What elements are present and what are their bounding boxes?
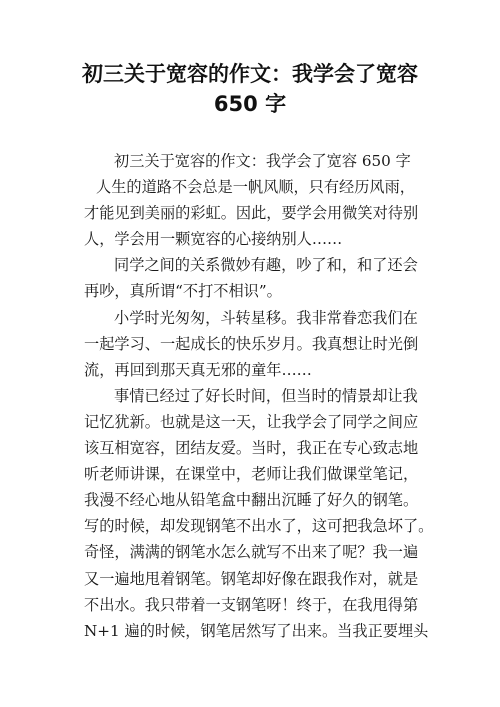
body-line: 我漫不经心地从铅笔盒中翻出沉睡了好久的钢笔。 [84, 491, 419, 510]
document-title-line-1: 初三关于宽容的作文：我学会了宽容 [82, 62, 418, 86]
body-line: 写的时候，却发现钢笔不出水了，这可把我急坏了。 [84, 517, 434, 536]
body-line: 才能见到美丽的彩虹。因此，要学会用微笑对待别 [84, 204, 419, 223]
body-line: 再吵，真所谓“不打不相识”。 [84, 282, 282, 301]
body-line: 初三关于宽容的作文：我学会了宽容 650 字 [114, 152, 411, 170]
body-line: 奇怪，满满的钢笔水怎么就写不出来了呢？我一遍 [84, 543, 419, 562]
document-body [84, 148, 444, 644]
body-line: 同学之间的关系微妙有趣，吵了和，和了还会 [114, 256, 418, 275]
body-line: 人生的道路不会总是一帆风顺，只有经历风雨， [96, 178, 415, 197]
body-line: 人，学会用一颗宽容的心接纳别人…… [84, 230, 343, 249]
body-line: 事情已经过了好长时间，但当时的情景却让我 [114, 386, 418, 405]
body-line: 流，再回到那天真无邪的童年…… [84, 360, 312, 379]
body-line: 一起学习、一起成长的快乐岁月。我真想让时光倒 [84, 334, 419, 353]
body-line: 小学时光匆匆，斗转星移。我非常眷恋我们在 [114, 308, 418, 327]
body-line: 不出水。我只带着一支钢笔呀！终于，在我甩得第 [84, 595, 419, 614]
body-line: 又一遍地甩着钢笔。钢笔却好像在跟我作对，就是 [84, 569, 419, 588]
body-line: 该互相宽容，团结友爱。当时，我正在专心致志地 [84, 439, 419, 458]
body-line: N+1 遍的时候，钢笔居然写了出来。当我正要埋头 [84, 621, 429, 640]
body-line: 听老师讲课，在课堂中，老师让我们做课堂笔记， [84, 465, 419, 484]
document-title-line-2: 650 字 [213, 92, 287, 116]
body-line: 记忆犹新。也就是这一天，让我学会了同学之间应 [84, 412, 419, 431]
